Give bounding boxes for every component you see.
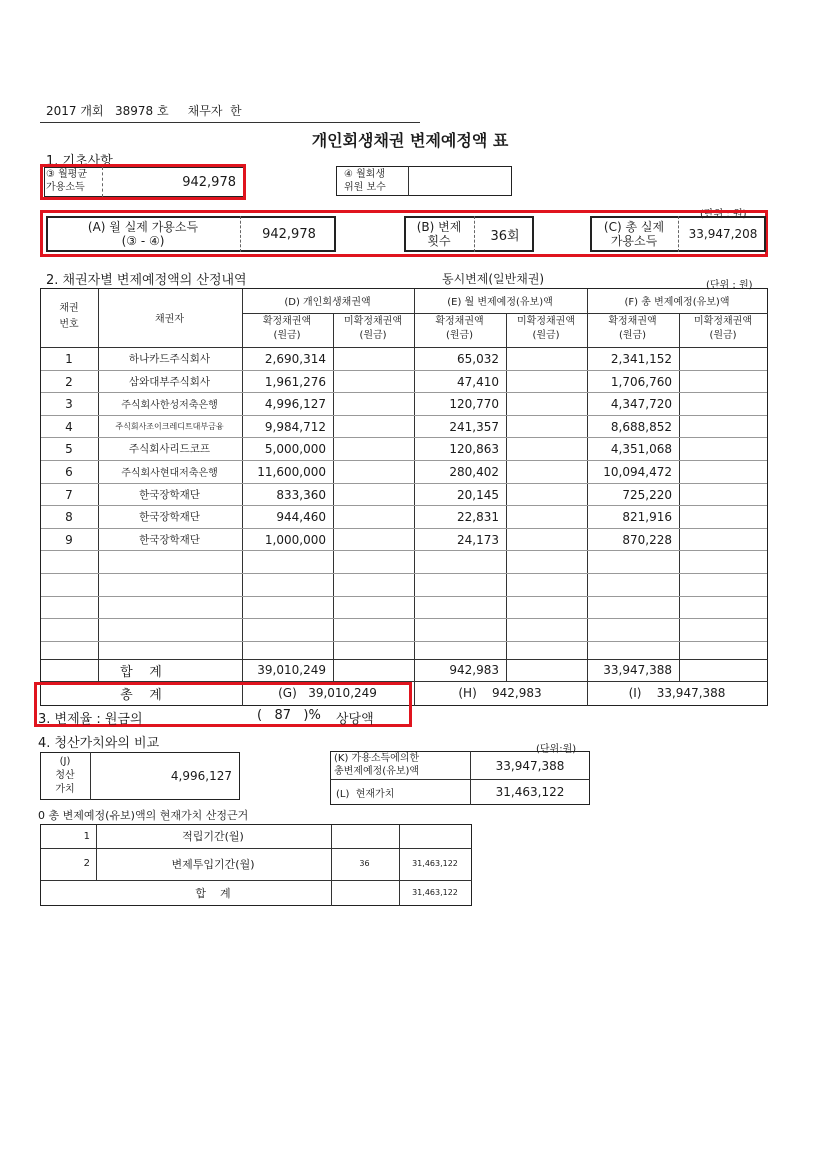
b-divider	[474, 216, 475, 252]
row-f-confirmed: 2,341,152	[610, 351, 672, 366]
l-label: (L) 현재가치	[336, 788, 395, 800]
pv-sum-label: 합 계	[195, 886, 231, 900]
sum-f: 33,947,388	[603, 663, 672, 677]
case-line-underline	[40, 122, 420, 123]
row-e-confirmed: 280,402	[449, 464, 499, 479]
col-f-unconfirmed: 미확정채권액 (원금)	[694, 316, 752, 341]
pv-row2-value: 31,463,122	[412, 859, 458, 868]
l-value: 31,463,122	[495, 785, 565, 799]
section2-unit: (단위 : 원)	[706, 280, 753, 291]
committee-label: ④ 월회생 위원 보수	[344, 169, 386, 193]
j-value: 4,996,127	[170, 769, 232, 783]
row-d-confirmed: 11,600,000	[257, 464, 326, 479]
total-g: (G) 39,010,249	[278, 686, 377, 700]
row-f-confirmed: 8,688,852	[610, 419, 672, 434]
row-no: 3	[65, 396, 73, 411]
c-label: (C) 총 실제 가용소득	[603, 220, 665, 248]
row-creditor: 주식회사현대저축은행	[121, 468, 218, 479]
monthly-avg-highlight	[40, 164, 246, 200]
committee-value	[410, 166, 510, 196]
col-d-unconfirmed: 미확정채권액 (원금)	[344, 316, 402, 341]
row-creditor: 주식회사리드코프	[128, 443, 211, 455]
section1-unit: (단위 : 원)	[700, 209, 747, 220]
row-creditor: 주식회사조이크레디트대부금융	[115, 422, 224, 431]
sum-e: 942,983	[449, 663, 499, 677]
row-no: 8	[65, 509, 73, 524]
row-divider	[41, 573, 767, 574]
row-d-confirmed: 944,460	[276, 509, 326, 524]
sum-d: 39,010,249	[257, 663, 326, 677]
row-d-confirmed: 9,984,712	[264, 419, 326, 434]
row-creditor: 삼와대부주식회사	[128, 376, 211, 388]
pv-sum-value: 31,463,122	[412, 888, 458, 897]
row-no: 6	[65, 464, 73, 479]
row-e-confirmed: 120,770	[449, 396, 499, 411]
a-label: (A) 월 실제 가용소득 (③ - ④)	[87, 220, 199, 248]
monthly-avg-value: 942,978	[182, 174, 236, 190]
row-creditor: 한국장학재단	[139, 511, 200, 523]
section3-tail: 상당액	[336, 712, 374, 727]
b-label: (B) 변제 횟수	[416, 220, 462, 248]
pv-row2-months: 36	[359, 859, 370, 868]
row-e-confirmed: 65,032	[457, 351, 499, 366]
sum-label: 합 계	[120, 664, 162, 680]
row-f-confirmed: 821,916	[622, 509, 672, 524]
col-d-header: (D) 개인회생채권액	[284, 296, 371, 308]
row-f-confirmed: 870,228	[622, 532, 672, 547]
section1-label: 1. 기초사항	[46, 154, 113, 169]
c-value: 33,947,208	[688, 227, 758, 241]
total-i: (I) 33,947,388	[628, 686, 726, 700]
total-label: 총 계	[120, 687, 162, 703]
col-f-header: (F) 총 변제예정(유보)액	[624, 296, 730, 308]
row-f-confirmed: 4,347,720	[610, 396, 672, 411]
col-no-header: 채권 번호	[59, 303, 79, 330]
row-e-confirmed: 241,357	[449, 419, 499, 434]
row-creditor: 한국장학재단	[139, 489, 200, 501]
row-f-confirmed: 10,094,472	[603, 464, 672, 479]
j-divider	[90, 752, 91, 800]
row-divider	[41, 618, 767, 619]
pv-row2-no: 2	[83, 858, 90, 869]
row-d-confirmed: 1,961,276	[264, 374, 326, 389]
row-d-confirmed: 4,996,127	[264, 396, 326, 411]
page-title: 개인회생채권 변제예정액 표	[311, 130, 509, 150]
a-value: 942,978	[262, 226, 316, 242]
row-d-confirmed: 2,690,314	[264, 351, 326, 366]
j-label: (J) 청산 가치	[55, 756, 75, 795]
a-divider	[240, 216, 241, 252]
row-divider	[41, 550, 767, 551]
row-d-confirmed: 5,000,000	[264, 441, 326, 456]
row-f-confirmed: 4,351,068	[610, 441, 672, 456]
row-no: 7	[65, 487, 73, 502]
row-e-confirmed: 24,173	[457, 532, 499, 547]
pv-row1-label: 적립기간(월)	[182, 830, 244, 843]
col-e-unconfirmed: 미확정채권액 (원금)	[517, 316, 575, 341]
row-creditor: 주식회사한성저축은행	[121, 400, 218, 411]
row-e-confirmed: 20,145	[457, 487, 499, 502]
c-divider	[678, 216, 679, 252]
section3-label: 3. 변제율 : 원금의	[38, 712, 143, 727]
col-d-confirmed: 확정채권액 (원금)	[262, 316, 312, 341]
section2-label: 2. 채권자별 변제예정액의 산정내역	[46, 273, 247, 288]
row-e-confirmed: 120,863	[449, 441, 499, 456]
row-no: 1	[65, 351, 73, 366]
k-value: 33,947,388	[495, 758, 565, 773]
section5-label: 0 총 변제예정(유보)액의 현재가치 산정근거	[38, 809, 249, 822]
row-no: 4	[65, 419, 73, 434]
col-f-confirmed: 확정채권액 (원금)	[608, 316, 657, 341]
col-e-confirmed: 확정채권액 (원금)	[435, 316, 484, 341]
row-e-confirmed: 22,831	[457, 509, 499, 524]
k-label: (K) 가용소득에의한 총변제예정(유보)액	[334, 753, 420, 777]
pv-row2-label: 변제투입기간(월)	[171, 857, 255, 871]
row-f-confirmed: 1,706,760	[610, 374, 672, 389]
row-d-confirmed: 1,000,000	[264, 532, 326, 547]
case-line: 2017 개회 38978 호 채무자 한	[46, 104, 242, 118]
b-value: 36회	[490, 228, 520, 244]
committee-divider	[408, 166, 409, 196]
section2-sub: 동시변제(일반채권)	[442, 272, 545, 286]
row-e-confirmed: 47,410	[457, 374, 499, 389]
row-no: 9	[65, 532, 73, 547]
row-divider	[41, 596, 767, 597]
total-h: (H) 942,983	[458, 686, 542, 700]
row-no: 2	[65, 374, 73, 389]
row-creditor: 하나카드주식회사	[128, 353, 211, 365]
row-f-confirmed: 725,220	[622, 487, 672, 502]
pv-row1-no: 1	[83, 830, 90, 842]
section4-label: 4. 청산가치와의 비교	[38, 736, 160, 751]
section3-rate: ( 87 )%	[257, 708, 321, 723]
col-e-header: (E) 월 변제예정(유보)액	[447, 296, 553, 308]
row-divider	[41, 641, 767, 642]
col-creditor-header: 채권자	[155, 313, 184, 325]
section4-unit: (단위:원)	[536, 744, 577, 755]
row-no: 5	[65, 441, 73, 456]
row-d-confirmed: 833,360	[276, 487, 326, 502]
monthly-avg-label: ③ 월평균 가용소득	[46, 169, 88, 193]
row-creditor: 한국장학재단	[139, 534, 200, 546]
